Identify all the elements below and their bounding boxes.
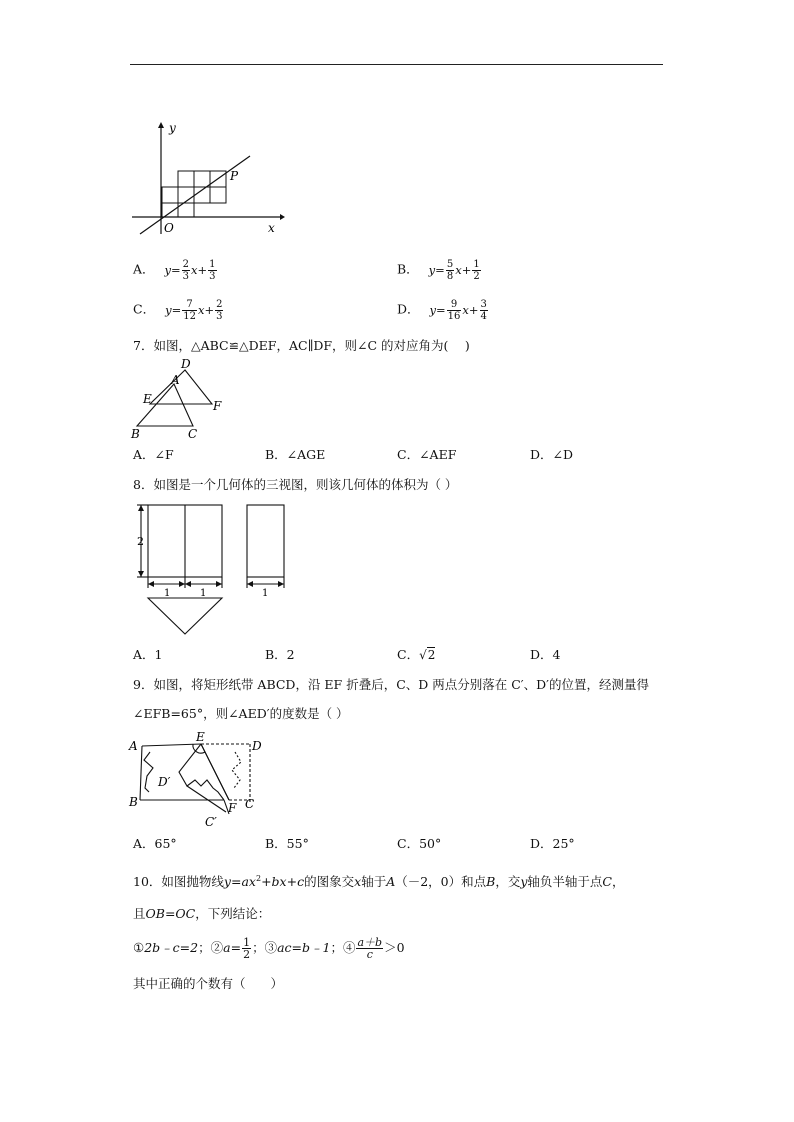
label-c: C <box>245 797 255 811</box>
label-b: B <box>129 795 138 809</box>
q8-three-views-figure <box>130 500 290 640</box>
q6-option-b[interactable]: B． y= $\frac{5}{8}$ x+ $\frac{1}{2}$ <box>397 259 480 282</box>
origin-label: O <box>164 221 174 235</box>
q6-coordinate-graph <box>126 118 286 238</box>
q8-stem: 8．如图是一个几何体的三视图，则该几何体的体积为（ ） <box>133 477 458 492</box>
q6-option-a[interactable]: A． y= $\frac{2}{3}$ x+ $\frac{1}{3}$ <box>133 259 216 282</box>
q9-stem-line1: 9．如图，将矩形纸带 ABCD，沿 EF 折叠后，C、D 两点分别落在 C′、D′的位置，经测量得 <box>133 677 649 692</box>
label-e: E <box>143 392 152 406</box>
q7-option-b[interactable]: B．∠AGE <box>265 447 326 462</box>
q8-option-d[interactable]: D．4 <box>530 647 561 662</box>
label-a: A <box>129 739 138 753</box>
label-e: E <box>196 730 205 744</box>
q10-question: 其中正确的个数有（ ） <box>133 976 284 991</box>
q9-option-a[interactable]: A．65° <box>133 836 177 851</box>
q6-option-d[interactable]: D． y= $\frac{9}{16}$ x+ $\frac{3}{4}$ <box>397 299 487 322</box>
label-d: D <box>252 739 262 753</box>
height-dimension: 2 <box>137 535 144 548</box>
q7-option-a[interactable]: A．∠F <box>133 447 174 462</box>
label-b: B <box>131 427 140 441</box>
sqrt-symbol: √2 <box>419 648 436 662</box>
q8-option-b[interactable]: B．2 <box>265 647 295 662</box>
width-dimension-1: 1 <box>164 588 171 599</box>
q10-stem: 10．如图抛物线$y=ax^2+bx+c$的图象交x轴于A（－2，0）和点B，交y轴负半轴于点C， <box>133 874 625 890</box>
label-d: D <box>181 358 191 371</box>
width-dimension-3: 1 <box>262 588 269 599</box>
label-f: F <box>213 399 222 413</box>
q6-option-c[interactable]: C． y= $\frac{7}{12}$ x+ $\frac{2}{3}$ <box>133 299 223 322</box>
q9-stem-line2: ∠EFB=65°，则∠AED′的度数是（ ） <box>133 706 349 721</box>
y-axis-label: y <box>169 121 176 135</box>
q8-option-c[interactable]: C．√2 <box>397 647 436 662</box>
q9-option-b[interactable]: B．55° <box>265 836 309 851</box>
label-f: F <box>228 801 237 815</box>
width-dimension-2: 1 <box>200 588 207 599</box>
q7-option-c[interactable]: C．∠AEF <box>397 447 457 462</box>
label-a: A <box>171 373 180 387</box>
label-c: C <box>188 427 198 441</box>
q7-stem: 7．如图，△ABC≌△DEF，AC∥DF，则∠C 的对应角为( ) <box>133 338 470 353</box>
point-p-label: P <box>230 169 239 183</box>
header-rule <box>130 64 663 65</box>
parabola-equation: y <box>223 874 231 890</box>
q9-folded-strip-figure <box>127 728 267 830</box>
q9-option-c[interactable]: C．50° <box>397 836 442 851</box>
q10-statements: ①2b﹣c=2；②a= $\frac{1}{2}$ ；③ac=b﹣1；④ $\frac{a+b}{c}$ ＞0 <box>133 936 405 961</box>
q10-condition: 且OB=OC，下列结论： <box>133 906 271 921</box>
label-c-prime: C′ <box>205 815 217 829</box>
q9-option-d[interactable]: D．25° <box>530 836 575 851</box>
x-axis-label: x <box>268 221 275 235</box>
q7-option-d[interactable]: D．∠D <box>530 447 574 462</box>
q8-option-a[interactable]: A．1 <box>133 647 163 662</box>
q7-triangles-figure <box>128 358 238 442</box>
label-d-prime: D′ <box>158 775 171 789</box>
